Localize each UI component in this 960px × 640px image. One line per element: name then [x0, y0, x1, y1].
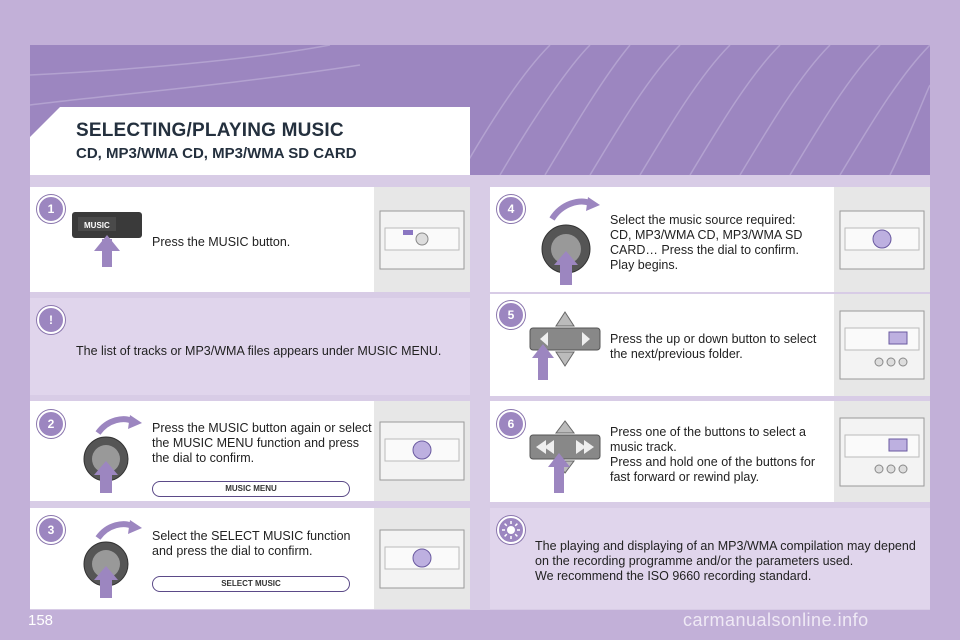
- radio-thumbnail: [834, 187, 930, 292]
- step-3-badge: 3: [37, 516, 65, 544]
- warning-note: [30, 298, 470, 395]
- step-6-panel: [490, 401, 930, 502]
- step-1-text: Press the MUSIC button.: [152, 235, 291, 249]
- step-6-text: Press one of the buttons to select a music track. Press and hold one of the buttons for fast forward or rewind play.: [610, 425, 815, 484]
- step-2-text: Press the MUSIC button again or select the MUSIC MENU function and press the dial to confirm.: [152, 421, 372, 465]
- step-5-badge: 5: [497, 301, 525, 329]
- step-3-panel: [30, 508, 470, 609]
- navigation-pad-illustration: [526, 306, 606, 386]
- radio-unit-icon: [379, 210, 465, 270]
- step-5-panel: [490, 294, 930, 396]
- page-subtitle: CD, MP3/WMA CD, MP3/WMA SD CARD: [76, 145, 357, 162]
- dial-press-illustration: [78, 415, 148, 495]
- radio-unit-icon: [839, 417, 925, 487]
- step-2-panel: [30, 401, 470, 501]
- svg-text:MUSIC: MUSIC: [84, 221, 110, 230]
- radio-unit-icon: [839, 310, 925, 380]
- step-5-text: Press the up or down button to select the next/previous folder.: [610, 332, 817, 361]
- step-4-text: Select the music source required: CD, MP3/WMA CD, MP3/WMA SD CARD… Press the dial to confirm. Play begins.: [610, 213, 803, 272]
- music-button-illustration: [72, 207, 144, 287]
- page-title: SELECTING/PLAYING MUSIC: [76, 120, 344, 141]
- radio-thumbnail: [374, 508, 470, 609]
- lightbulb-icon: [497, 516, 525, 544]
- tip-text: The playing and displaying of an MP3/WMA compilation may depend on the recording programme and/or the parameters used. We recommend the ISO 9660 recording standard.: [535, 539, 916, 583]
- radio-thumbnail: [834, 401, 930, 502]
- step-1-panel: [30, 187, 470, 292]
- radio-thumbnail: [374, 401, 470, 501]
- step-6-badge: 6: [497, 410, 525, 438]
- step-4-panel: [490, 187, 930, 292]
- radio-unit-icon: [379, 529, 465, 589]
- music-menu-label: MUSIC MENU: [152, 481, 350, 497]
- exclamation-icon: !: [37, 306, 65, 334]
- corner-triangle: [30, 107, 60, 137]
- dial-turn-illustration: [538, 197, 608, 289]
- step-2-badge: 2: [37, 410, 65, 438]
- dial-press-illustration: [78, 520, 148, 600]
- watermark: carmanualsonline.info: [683, 610, 869, 630]
- radio-thumbnail: [834, 294, 930, 396]
- page-number: 158: [28, 612, 54, 629]
- radio-unit-icon: [379, 421, 465, 481]
- warning-text: The list of tracks or MP3/WMA files appears under MUSIC MENU.: [76, 344, 442, 358]
- radio-thumbnail: [374, 187, 470, 292]
- seek-buttons-illustration: [526, 415, 606, 499]
- step-1-badge: 1: [37, 195, 65, 223]
- radio-unit-icon: [839, 210, 925, 270]
- sun-icon: [499, 518, 523, 542]
- step-3-text: Select the SELECT MUSIC function and press the dial to confirm.: [152, 529, 351, 558]
- select-music-label: SELECT MUSIC: [152, 576, 350, 592]
- tip-note: [490, 508, 930, 609]
- step-4-badge: 4: [497, 195, 525, 223]
